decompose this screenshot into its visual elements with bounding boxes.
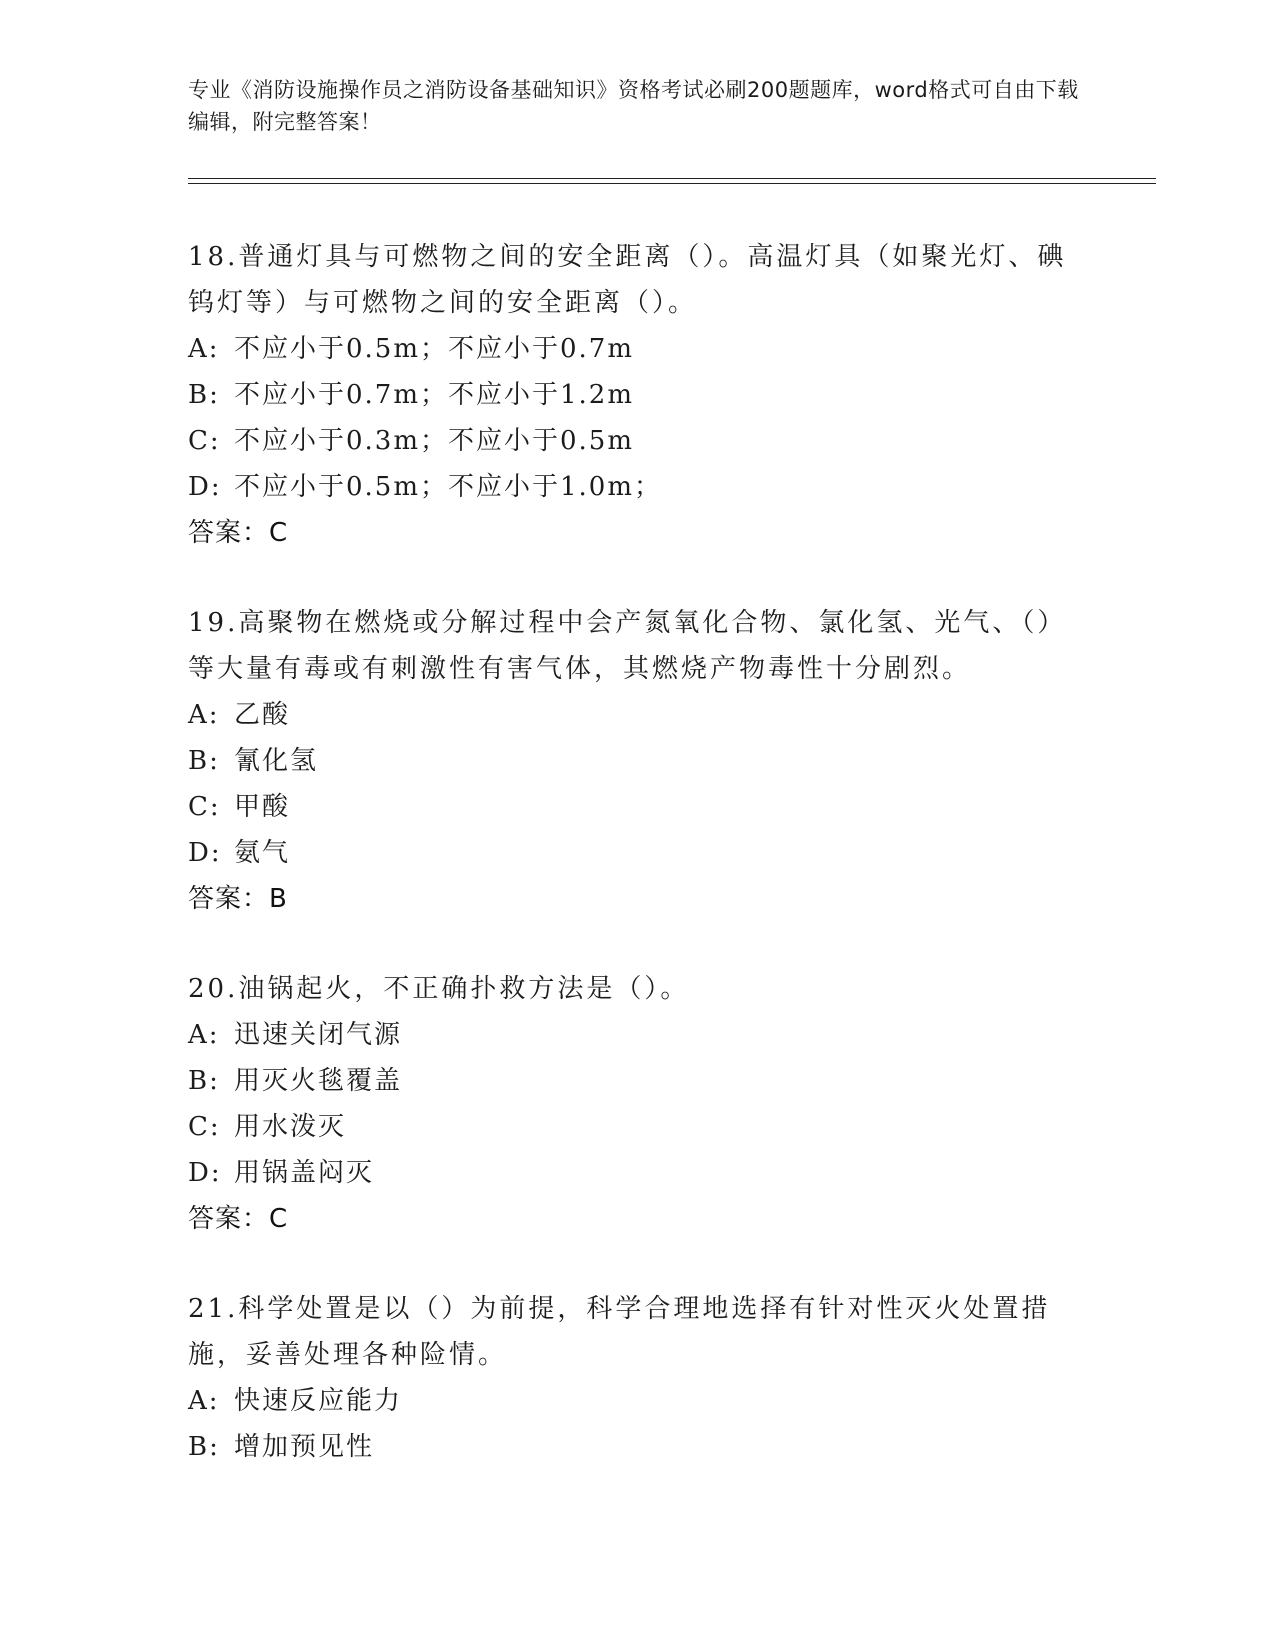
option-letter: C:: [188, 426, 221, 456]
option-d: [188, 464, 1088, 510]
option-b: [188, 1058, 1088, 1104]
option-text: 氰化氢: [234, 746, 319, 776]
option-letter: A:: [188, 700, 220, 730]
answer-line: 答案：C: [188, 1204, 289, 1234]
option-text: 增加预见性: [234, 1432, 375, 1462]
option-letter: A:: [188, 334, 220, 364]
option-b: [188, 1424, 1088, 1470]
option-letter: D:: [188, 472, 222, 502]
option-c: [188, 784, 1088, 830]
option-b: [188, 738, 1088, 784]
question-21: [188, 1286, 1088, 1470]
option-c: [188, 418, 1088, 464]
option-b: [188, 372, 1088, 418]
option-a: [188, 326, 1088, 372]
option-letter: B:: [188, 1432, 220, 1462]
option-c: [188, 1104, 1088, 1150]
option-text: 迅速关闭气源: [234, 1020, 403, 1050]
option-text: 氨气: [234, 838, 291, 868]
option-d: [188, 1150, 1088, 1196]
option-text: 不应小于0.3m；不应小于0.5m: [234, 426, 635, 456]
option-d: [188, 830, 1088, 876]
question-18: [188, 234, 1088, 556]
option-letter: A:: [188, 1020, 220, 1050]
option-text: 不应小于0.5m；不应小于0.7m: [234, 334, 635, 364]
option-text: 乙酸: [234, 700, 291, 730]
option-letter: C:: [188, 1112, 221, 1142]
answer-line: 答案：B: [188, 884, 288, 914]
option-text: 用锅盖闷灭: [234, 1158, 375, 1188]
question-stem: 18.普通灯具与可燃物之间的安全距离（）。高温灯具（如聚光灯、碘钨灯等）与可燃物之间的安全距离（）。: [188, 242, 1067, 318]
option-text: 不应小于0.7m；不应小于1.2m: [234, 380, 635, 410]
answer-line: 答案：C: [188, 518, 289, 548]
option-letter: B:: [188, 1066, 220, 1096]
option-a: [188, 1012, 1088, 1058]
option-letter: B:: [188, 746, 220, 776]
option-letter: C:: [188, 792, 221, 822]
question-19: [188, 600, 1088, 922]
document-header: 专业《消防设施操作员之消防设备基础知识》资格考试必刷200题题库，word格式可自由下载编辑，附完整答案！: [188, 78, 1079, 134]
option-text: 不应小于0.5m；不应小于1.0m；: [234, 472, 663, 502]
option-text: 快速反应能力: [234, 1386, 403, 1416]
option-letter: A:: [188, 1386, 220, 1416]
option-letter: B:: [188, 380, 220, 410]
header-divider: [188, 178, 1156, 179]
option-text: 用水泼灭: [234, 1112, 347, 1142]
question-stem: 20.油锅起火，不正确扑救方法是（）。: [188, 974, 690, 1004]
option-letter: D:: [188, 838, 222, 868]
header-divider-second: [188, 183, 1156, 184]
question-stem: 21.科学处置是以（）为前提，科学合理地选择有针对性灭火处置措施，妥善处理各种险情。: [188, 1294, 1051, 1370]
option-letter: D:: [188, 1158, 222, 1188]
option-text: 甲酸: [234, 792, 291, 822]
question-stem: 19.高聚物在燃烧或分解过程中会产氮氧化合物、氯化氢、光气、（）等大量有毒或有刺激性有害气体，其燃烧产物毒性十分剧烈。: [188, 608, 1067, 684]
option-a: [188, 692, 1088, 738]
question-20: [188, 966, 1088, 1242]
option-text: 用灭火毯覆盖: [234, 1066, 403, 1096]
option-a: [188, 1378, 1088, 1424]
